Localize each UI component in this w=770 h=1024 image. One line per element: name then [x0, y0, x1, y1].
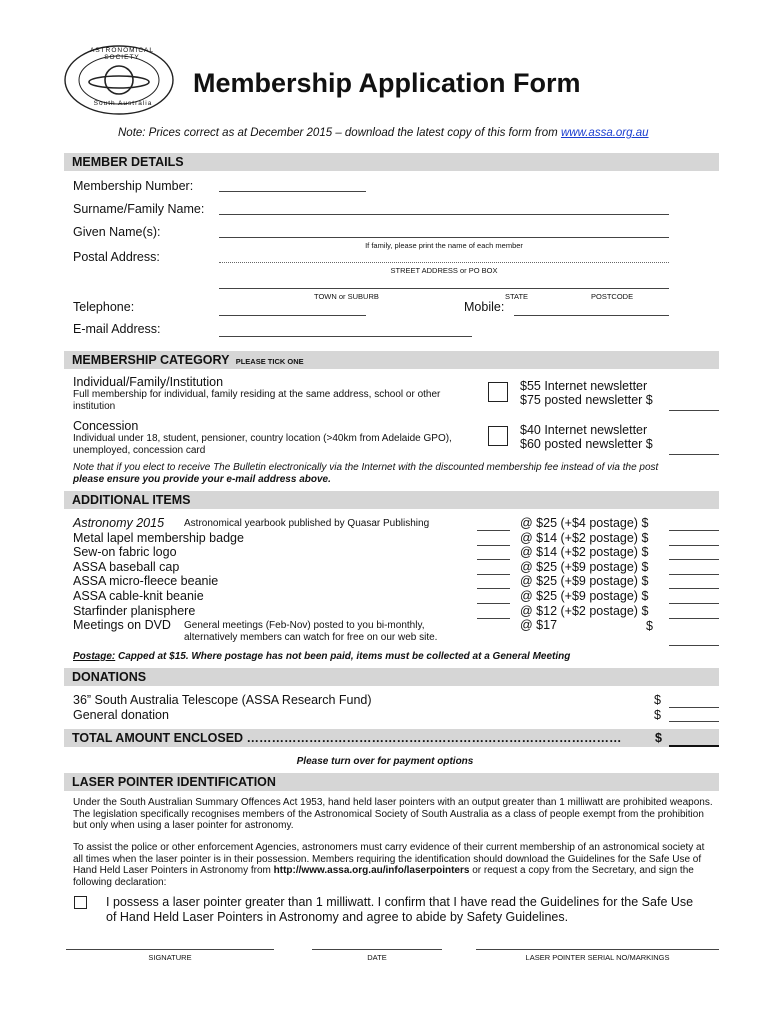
- laser-para2-end: or request a copy from the Secretary, and sign the following declaration:: [73, 865, 694, 888]
- category-heading-sub: PLEASE TICK ONE: [235, 357, 304, 366]
- concession-amount-field[interactable]: [669, 454, 719, 455]
- price-note-text: Note: Prices correct as at December 2015 – download the latest copy of this form from: [118, 127, 561, 139]
- individual-title: Individual/Family/Institution: [73, 375, 224, 389]
- additional-item-name: ASSA baseball cap: [73, 559, 180, 574]
- membership-number-field[interactable]: [219, 191, 366, 192]
- additional-item-name: Astronomy 2015: [73, 516, 165, 530]
- additional-item-amount-field[interactable]: [669, 559, 719, 560]
- individual-price-posted: $75 posted newsletter $: [520, 393, 653, 407]
- page-title: Membership Application Form: [193, 68, 581, 98]
- date-field[interactable]: [312, 949, 442, 950]
- surname-field[interactable]: [219, 214, 669, 215]
- additional-item-price: @ $14 (+$2 postage) $: [520, 530, 649, 545]
- logo-bottom-text: South Australia: [93, 100, 153, 107]
- concession-desc: Individual under 18, student, pensioner, country location (>40km from Adelaide GPO), unemployed, concession card: [73, 433, 452, 456]
- additional-item-qty-field[interactable]: [477, 618, 510, 619]
- town-field[interactable]: [219, 288, 669, 289]
- total-amount-label: TOTAL AMOUNT ENCLOSED ………………………………………………………………………………: [72, 731, 622, 745]
- donation-telescope-field[interactable]: [669, 707, 719, 708]
- email-field[interactable]: [219, 336, 472, 337]
- category-heading-text: MEMBERSHIP CATEGORY: [72, 353, 230, 367]
- street-address-field[interactable]: [219, 262, 669, 263]
- additional-item-qty-field[interactable]: [477, 603, 510, 604]
- additional-item-amount-field[interactable]: [669, 574, 719, 575]
- laser-declaration: I possess a laser pointer greater than 1 milliwatt. I confirm that I have read the Guidelines for the Safe Use of Hand Held Laser Pointers in Astronomy and agree to abide by Safety Guidelines.: [106, 895, 694, 924]
- logo-top-text: ASTRONOMICAL SOCIETY: [89, 47, 154, 61]
- additional-item-name: Meetings on DVD: [73, 618, 171, 633]
- donation-telescope-dollar: $: [654, 693, 661, 707]
- bulletin-note: [73, 462, 673, 486]
- membership-category-heading: [64, 351, 719, 369]
- individual-desc: Full membership for individual, family residing at the same address, school or other institution: [73, 389, 441, 412]
- additional-item-desc: General meetings (Feb-Nov) posted to you bi-monthly,: [184, 620, 425, 632]
- donation-general-label: General donation: [73, 708, 169, 722]
- additional-item-desc: Astronomical yearbook published by Quasar Publishing: [184, 518, 430, 529]
- total-amount-field[interactable]: [669, 745, 719, 747]
- additional-item-amount-field[interactable]: [669, 545, 719, 546]
- total-amount-bar: [64, 729, 719, 747]
- additional-item-qty-field[interactable]: [477, 574, 510, 575]
- laser-para1: Under the South Australian Summary Offences Act 1953, hand held laser pointers with an output greater than 1 milliwatt are prohibited weapons. The legislation specifically recognises members of the Astronomical Society of South Australia as a class of people exempt from the prohibition but only when using a laser pointer for astronomy.: [73, 797, 713, 831]
- street-hint: STREET ADDRESS or PO BOX: [390, 266, 498, 275]
- postage-note: [73, 651, 570, 662]
- additional-item-name: ASSA cable-knit beanie: [73, 589, 204, 603]
- additional-item-qty-field[interactable]: [477, 559, 510, 560]
- additional-item-qty-field[interactable]: [477, 588, 510, 589]
- postal-address-label: Postal Address:: [73, 250, 160, 264]
- additional-item-name: Metal lapel membership badge: [73, 530, 244, 545]
- family-hint: If family, please print the name of each member: [365, 241, 523, 250]
- donation-telescope-label: 36” South Australia Telescope (ASSA Research Fund): [73, 693, 372, 707]
- individual-price-internet: $55 Internet newsletter: [520, 379, 648, 393]
- turn-over-note: Please turn over for payment options: [296, 756, 474, 767]
- member-details-heading: MEMBER DETAILS: [64, 153, 719, 171]
- additional-item-amount-field[interactable]: [669, 530, 719, 531]
- concession-price-posted: $60 posted newsletter $: [520, 437, 653, 451]
- website-link[interactable]: www.assa.org.au: [560, 127, 649, 139]
- additional-item-price: @ $17: [520, 618, 558, 633]
- serial-field[interactable]: [476, 949, 719, 950]
- laser-para2: [73, 842, 713, 888]
- additional-item-amount-field[interactable]: [669, 588, 719, 589]
- surname-label: Surname/Family Name:: [73, 202, 205, 216]
- additional-item-price: @ $25 (+$9 postage) $: [520, 574, 649, 589]
- town-hint: TOWN or SUBURB: [314, 292, 379, 301]
- dvd-dollar: $: [646, 619, 653, 633]
- donation-general-field[interactable]: [669, 721, 719, 722]
- laser-heading: LASER POINTER IDENTIFICATION: [64, 773, 719, 791]
- donations-heading: DONATIONS: [64, 668, 719, 686]
- given-names-label: Given Name(s):: [73, 225, 161, 239]
- state-hint: STATE: [505, 292, 529, 301]
- membership-number-label: Membership Number:: [73, 179, 194, 193]
- postage-label: Postage:: [73, 651, 116, 662]
- signature-label: SIGNATURE: [148, 953, 192, 962]
- signature-field[interactable]: [66, 949, 274, 950]
- given-names-field[interactable]: [219, 237, 669, 238]
- date-label: DATE: [367, 953, 387, 962]
- laser-guidelines-link[interactable]: http://www.assa.org.au/info/laserpointers: [273, 865, 470, 876]
- laser-para2-text: To assist the police or other enforcement Agencies, astronomers must carry evidence of their current membership of an astronomical society at all times when the laser pointer is in their possession. Members requiring the identification should download the Guidelines for the Safe Use of Hand Held Laser Pointers in Astronomy from: [73, 842, 705, 876]
- serial-label: LASER POINTER SERIAL NO/MARKINGS: [525, 953, 670, 962]
- additional-item-qty-field[interactable]: [477, 530, 510, 531]
- price-note: [118, 127, 649, 139]
- additional-item-amount-field[interactable]: [669, 645, 719, 646]
- additional-item-price: @ $25 (+$9 postage) $: [520, 559, 649, 574]
- telephone-field[interactable]: [219, 315, 366, 316]
- additional-item-amount-field[interactable]: [669, 618, 719, 619]
- concession-title: Concession: [73, 419, 139, 433]
- additional-item-price: @ $25 (+$9 postage) $: [520, 589, 649, 603]
- individual-checkbox[interactable]: [488, 382, 508, 402]
- additional-item-qty-field[interactable]: [477, 545, 510, 546]
- bulletin-note-bold: please ensure you provide your e-mail address above.: [73, 474, 331, 485]
- concession-price-internet: $40 Internet newsletter: [520, 423, 648, 437]
- email-label: E-mail Address:: [73, 322, 161, 336]
- concession-checkbox[interactable]: [488, 426, 508, 446]
- bulletin-note-text: Note that if you elect to receive The Bulletin electronically via the Internet with the discounted membership fee instead of via the post: [73, 462, 659, 473]
- declaration-checkbox[interactable]: [74, 896, 87, 909]
- mobile-label: Mobile:: [464, 300, 505, 314]
- additional-item-price: @ $14 (+$2 postage) $: [520, 545, 649, 560]
- additional-item-price: @ $12 (+$2 postage) $: [520, 603, 649, 618]
- additional-item-amount-field[interactable]: [669, 603, 719, 604]
- telephone-label: Telephone:: [73, 300, 135, 314]
- dvd-desc-line2: alternatively members can watch for free on our web site.: [184, 632, 438, 643]
- total-dollar: $: [655, 731, 662, 745]
- postage-text: Capped at $15. Where postage has not been paid, items must be collected at a General Meeting: [115, 651, 571, 662]
- additional-item-name: Starfinder planisphere: [73, 603, 196, 618]
- individual-amount-field[interactable]: [669, 410, 719, 411]
- mobile-field[interactable]: [514, 315, 669, 316]
- additional-items-heading: ADDITIONAL ITEMS: [64, 491, 719, 509]
- postcode-hint: POSTCODE: [591, 292, 634, 301]
- donation-general-dollar: $: [654, 708, 661, 722]
- additional-item-price: @ $25 (+$4 postage) $: [520, 516, 649, 530]
- additional-item-name: ASSA micro-fleece beanie: [73, 574, 219, 589]
- additional-item-name: Sew-on fabric logo: [73, 545, 177, 560]
